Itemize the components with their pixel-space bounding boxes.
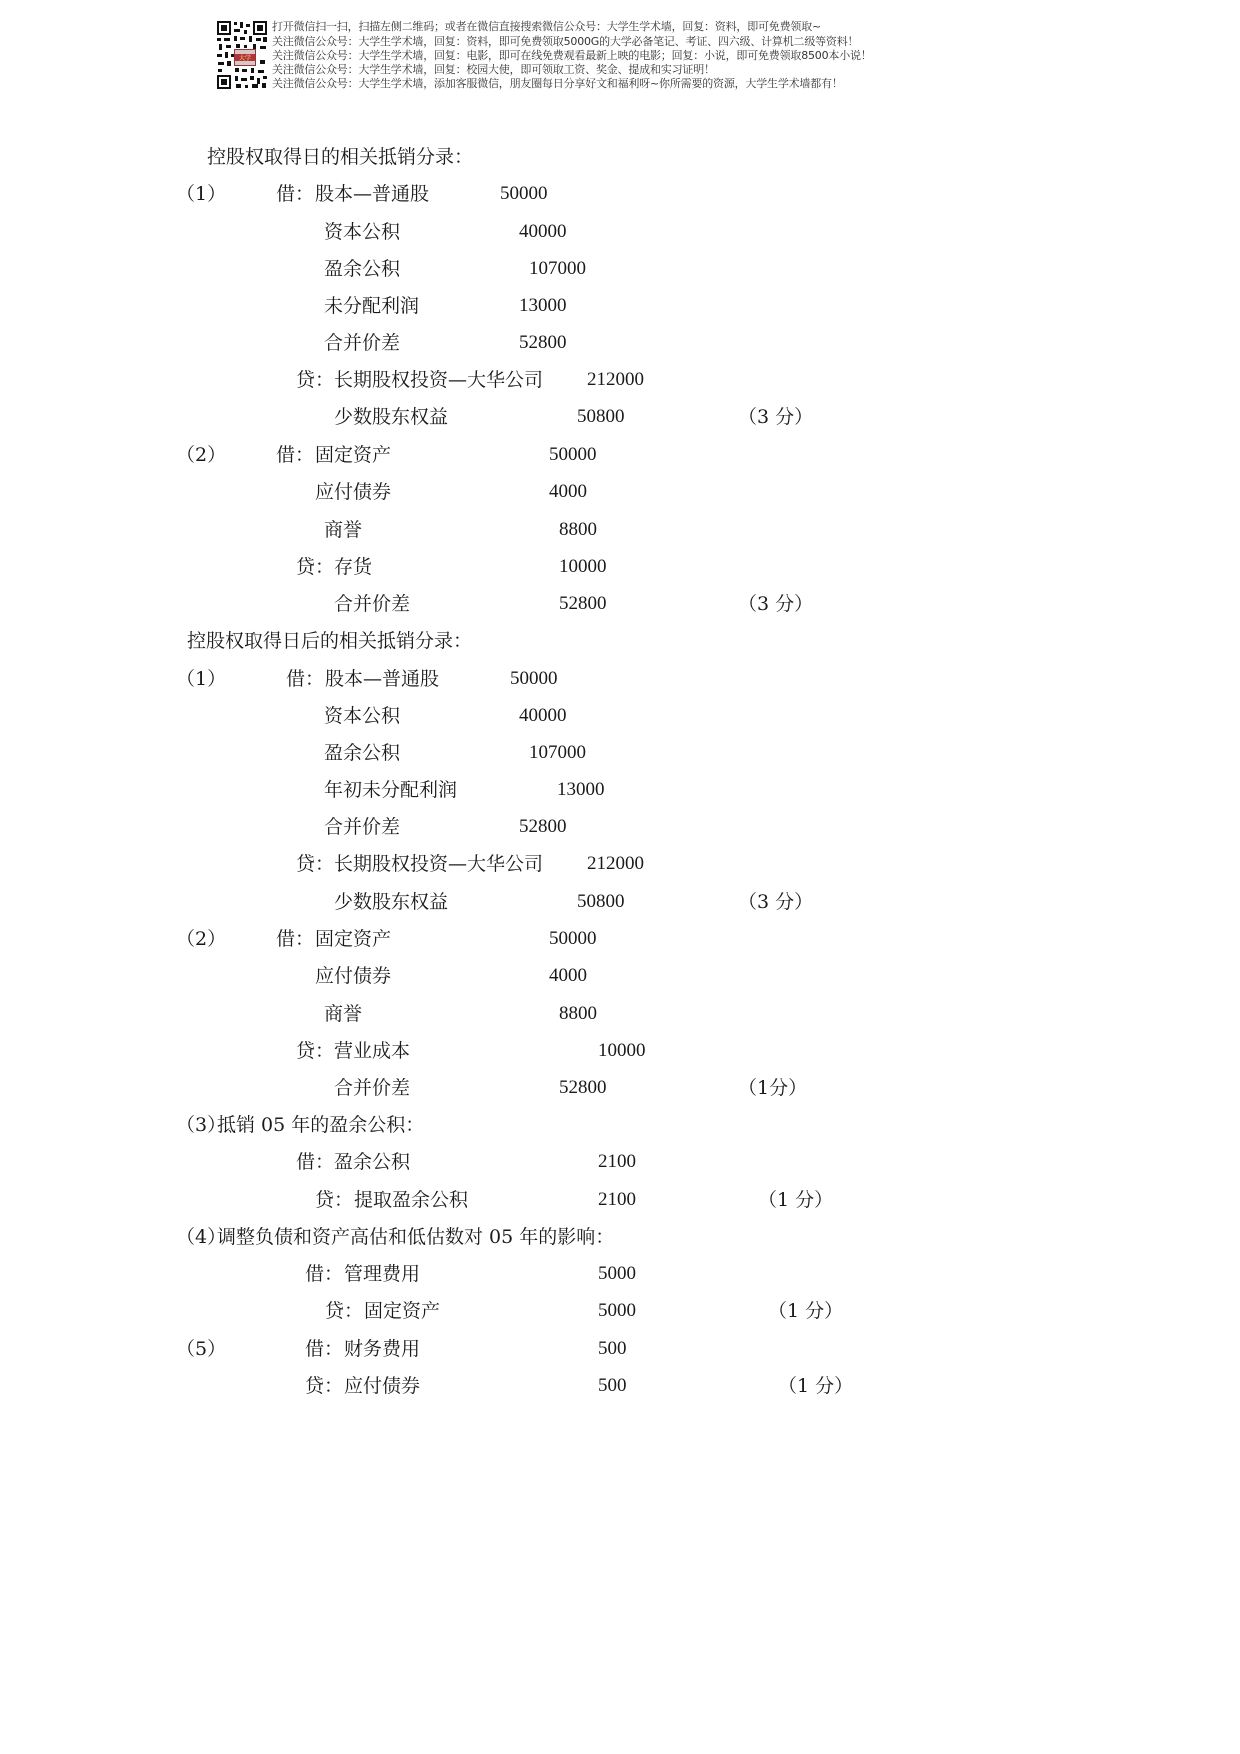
- entry-heading: 抵销 05 年的盈余公积：: [217, 1114, 425, 1136]
- section-title: 控股权取得日后的相关抵销分录：: [187, 630, 473, 652]
- credit-label: 贷：: [325, 1300, 364, 1322]
- account-name: 未分配利润: [324, 295, 420, 317]
- amount: 50000: [549, 444, 597, 465]
- account-name: 固定资产: [315, 928, 392, 950]
- entry-index: （1）: [176, 668, 227, 690]
- banner-line-4: 关注微信公众号：大学生学术墙，回复：校园大使，即可领取工资、奖金、提成和实习证明！: [272, 63, 715, 76]
- account-name: 盈余公积: [334, 1151, 411, 1173]
- amount: 8800: [559, 1003, 597, 1024]
- account-name: 盈余公积: [324, 742, 401, 764]
- entry-index: （5）: [176, 1338, 227, 1360]
- score-label: （1 分）: [758, 1189, 834, 1211]
- account-name: 合并价差: [324, 332, 401, 354]
- section-title: 控股权取得日的相关抵销分录：: [207, 146, 474, 168]
- banner-line-3: 关注微信公众号：大学生学术墙，回复：电影，即可在线免费观看最新上映的电影；回复：小说，即可免费领取8500本小说！: [272, 49, 872, 62]
- account-name: 长期股权投资—大华公司: [334, 369, 544, 391]
- account-name: 财务费用: [344, 1338, 421, 1360]
- amount: 4000: [549, 965, 587, 986]
- amount: 13000: [519, 295, 567, 316]
- account-name: 股本—普通股: [315, 183, 430, 205]
- entry-index: （1）: [176, 183, 227, 205]
- amount: 4000: [549, 481, 587, 502]
- debit-label: 借：: [276, 183, 315, 205]
- score-label: （3 分）: [738, 891, 814, 913]
- amount: 50000: [510, 668, 558, 689]
- account-name: 股本—普通股: [325, 668, 440, 690]
- amount: 50000: [549, 928, 597, 949]
- account-name: 合并价差: [334, 593, 411, 615]
- amount: 212000: [587, 853, 644, 874]
- amount: 5000: [598, 1263, 636, 1284]
- account-name: 管理费用: [344, 1263, 421, 1285]
- account-name: 存货: [334, 556, 373, 578]
- amount: 52800: [559, 593, 607, 614]
- credit-label: 贷：: [305, 1375, 344, 1397]
- score-label: （3 分）: [738, 406, 814, 428]
- debit-label: 借：: [305, 1338, 344, 1360]
- amount: 2100: [598, 1151, 636, 1172]
- debit-label: 借：: [296, 1151, 335, 1173]
- account-name: 提取盈余公积: [354, 1189, 469, 1211]
- amount: 50800: [577, 891, 625, 912]
- amount: 107000: [529, 742, 586, 763]
- score-label: （1分）: [738, 1077, 808, 1099]
- amount: 40000: [519, 221, 567, 242]
- account-name: 营业成本: [334, 1040, 411, 1062]
- qr-logo-text: 大学: [238, 55, 252, 62]
- amount: 10000: [559, 556, 607, 577]
- debit-label: 借：: [305, 1263, 344, 1285]
- score-label: （1 分）: [778, 1375, 854, 1397]
- amount: 500: [598, 1338, 627, 1359]
- amount: 8800: [559, 519, 597, 540]
- account-name: 资本公积: [324, 705, 401, 727]
- entry-index: （2）: [176, 444, 227, 466]
- banner-line-1: 打开微信扫一扫，扫描左侧二维码；或者在微信直接搜索微信公众号：大学生学术墙，回复：资料，即可免费领取~: [272, 20, 822, 33]
- account-name: 合并价差: [324, 816, 401, 838]
- amount: 40000: [519, 705, 567, 726]
- account-name: 年初未分配利润: [324, 779, 458, 801]
- account-name: 长期股权投资—大华公司: [334, 853, 544, 875]
- amount: 52800: [559, 1077, 607, 1098]
- account-name: 资本公积: [324, 221, 401, 243]
- amount: 50000: [500, 183, 548, 204]
- credit-label: 贷：: [315, 1189, 354, 1211]
- credit-label: 贷：: [296, 369, 335, 391]
- account-name: 盈余公积: [324, 258, 401, 280]
- amount: 107000: [529, 258, 586, 279]
- account-name: 固定资产: [364, 1300, 441, 1322]
- account-name: 应付债券: [315, 481, 392, 503]
- entry-heading: 调整负债和资产高估和低估数对 05 年的影响：: [217, 1226, 615, 1248]
- credit-label: 贷：: [296, 853, 335, 875]
- score-label: （1 分）: [768, 1300, 844, 1322]
- amount: 212000: [587, 369, 644, 390]
- amount: 13000: [557, 779, 605, 800]
- entry-index: （2）: [176, 928, 227, 950]
- account-name: 少数股东权益: [334, 406, 449, 428]
- amount: 52800: [519, 816, 567, 837]
- amount: 10000: [598, 1040, 646, 1061]
- account-name: 商誉: [324, 519, 363, 541]
- account-name: 固定资产: [315, 444, 392, 466]
- banner-line-5: 关注微信公众号：大学生学术墙，添加客服微信，朋友圈每日分享好文和福利呀~你所需要的资源，大学生学术墙都有！: [272, 77, 843, 90]
- amount: 2100: [598, 1189, 636, 1210]
- score-label: （3 分）: [738, 593, 814, 615]
- banner-line-2: 关注微信公众号：大学生学术墙，回复：资料，即可免费领取5000G的大学必备笔记、考证、四六级、计算机二级等资料！: [272, 35, 859, 48]
- amount: 52800: [519, 332, 567, 353]
- credit-label: 贷：: [296, 556, 335, 578]
- account-name: 应付债券: [315, 965, 392, 987]
- entry-index: （4）: [176, 1226, 227, 1248]
- debit-label: 借：: [276, 444, 315, 466]
- account-name: 商誉: [324, 1003, 363, 1025]
- debit-label: 借：: [276, 928, 315, 950]
- entry-index: （3）: [176, 1114, 227, 1136]
- account-name: 少数股东权益: [334, 891, 449, 913]
- account-name: 应付债券: [344, 1375, 421, 1397]
- account-name: 合并价差: [334, 1077, 411, 1099]
- credit-label: 贷：: [296, 1040, 335, 1062]
- qr-code-icon: [216, 20, 268, 90]
- amount: 500: [598, 1375, 627, 1396]
- amount: 50800: [577, 406, 625, 427]
- amount: 5000: [598, 1300, 636, 1321]
- debit-label: 借：: [286, 668, 325, 690]
